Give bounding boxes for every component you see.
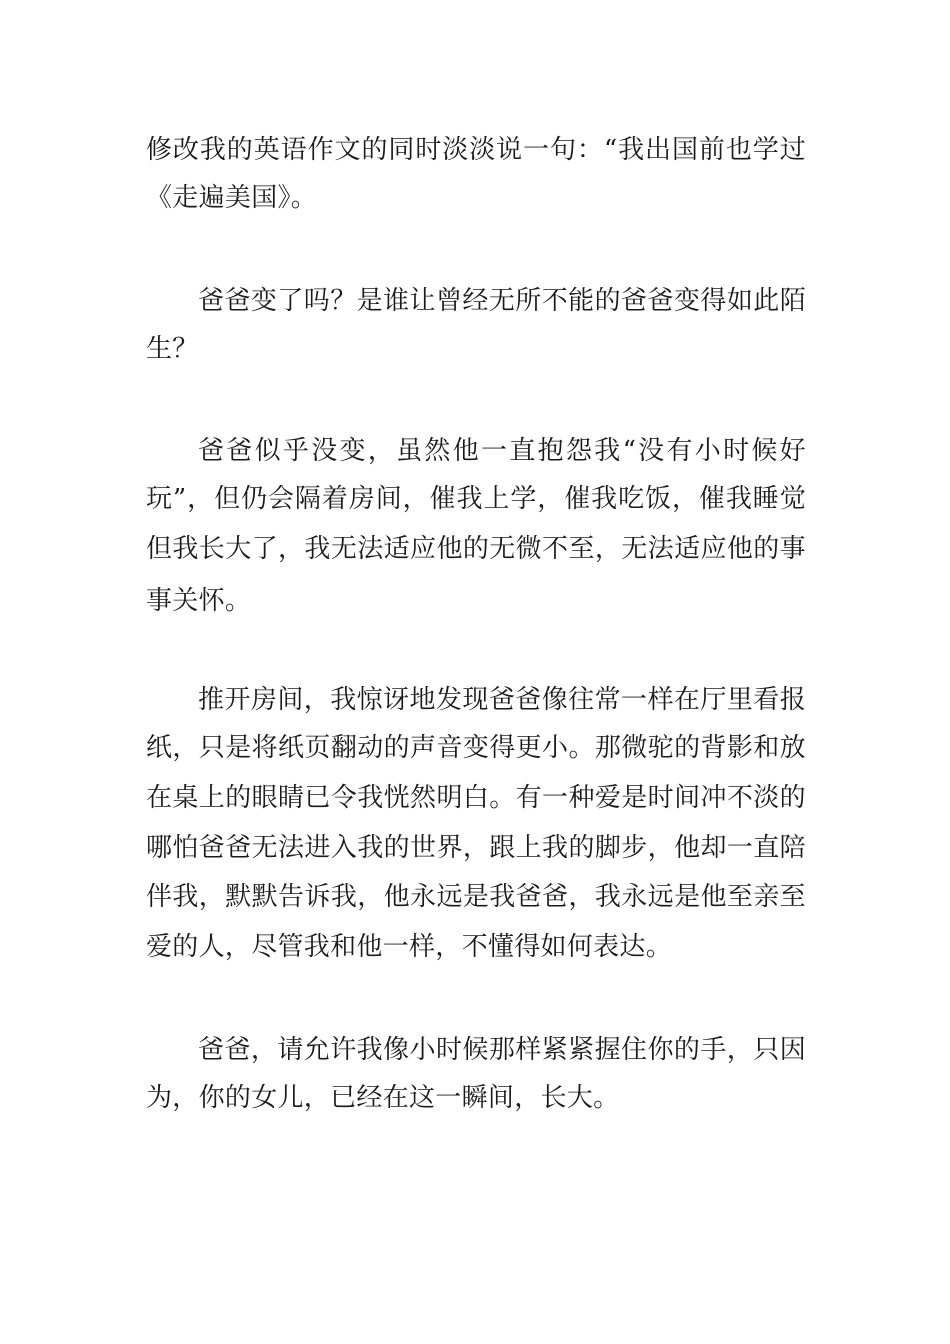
paragraph-5-line-1: 爸爸，请允许我像小时候那样紧紧握住你的手，只因 (198, 1035, 806, 1065)
paragraph-1-line-1: 修改我的英语作文的同时淡淡说一句：“我出国前也学过 (146, 135, 806, 165)
paragraph-5-line-2: 为，你的女儿，已经在这一瞬间，长大。 (146, 1083, 620, 1113)
paragraph-4-line-6: 爱的人，尽管我和他一样，不懂得如何表达。 (146, 932, 673, 962)
paragraph-3-line-2: 玩”，但仍会隔着房间，催我上学，催我吃饭，催我睡觉 (146, 484, 806, 514)
paragraph-2-line-1: 爸爸变了吗？是谁让曾经无所不能的爸爸变得如此陌 (198, 286, 806, 316)
paragraph-4-line-2: 纸，只是将纸页翻动的声音变得更小。那微驼的背影和放 (146, 733, 806, 763)
paragraph-4-line-1: 推开房间，我惊讶地发现爸爸像往常一样在厅里看报 (198, 685, 806, 715)
paragraph-4-line-5: 伴我，默默告诉我，他永远是我爸爸，我永远是他至亲至 (146, 882, 806, 912)
paragraph-2-line-2: 生？ (146, 334, 199, 364)
paragraph-3-line-4: 事关怀。 (146, 586, 252, 616)
paragraph-1-line-2: 《走遍美国》。 (146, 183, 318, 213)
paragraph-3-line-3: 但我长大了，我无法适应他的无微不至，无法适应他的事 (146, 534, 806, 564)
paragraph-3-line-1: 爸爸似乎没变，虽然他一直抱怨我“没有小时候好 (198, 436, 806, 466)
paragraph-4-line-3: 在桌上的眼睛已令我恍然明白。有一种爱是时间冲不淡的 (146, 783, 806, 813)
paragraph-4-line-4: 哪怕爸爸无法进入我的世界，跟上我的脚步，他却一直陪 (146, 833, 806, 863)
